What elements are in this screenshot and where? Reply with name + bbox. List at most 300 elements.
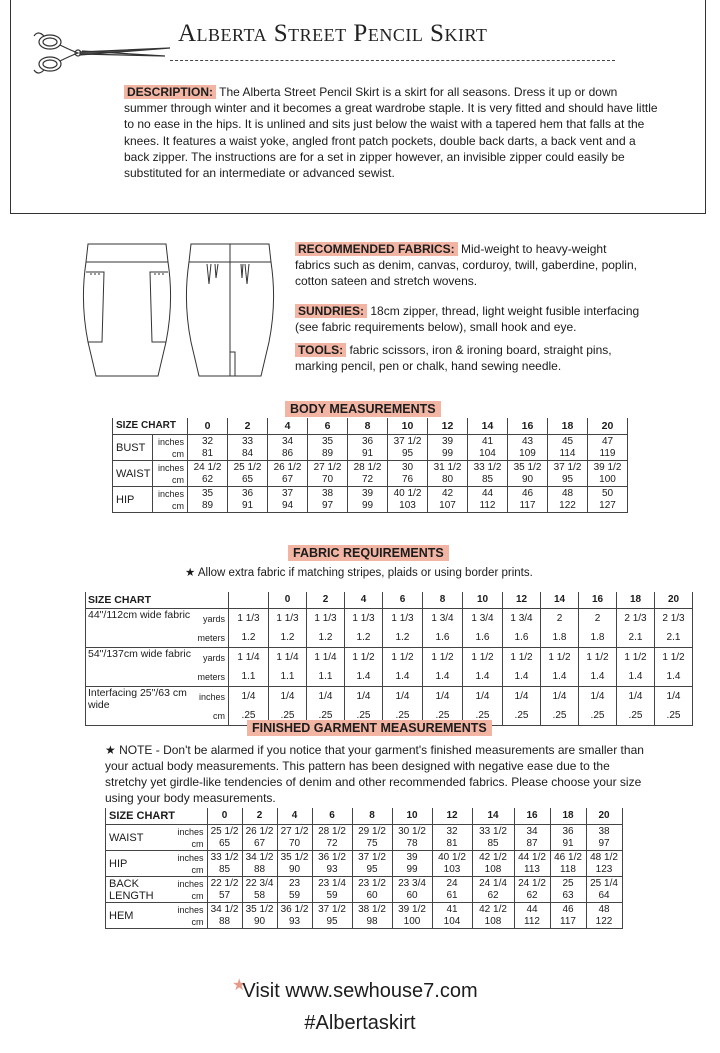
- value-bottom: 108: [484, 915, 502, 927]
- description-label: DESCRIPTION:: [124, 85, 216, 99]
- size-header: 8: [352, 808, 392, 825]
- value-top: 30: [401, 461, 414, 473]
- finished-measurements-table: [105, 808, 623, 929]
- size-header: 12: [428, 418, 468, 435]
- value-top: 38: [598, 825, 610, 837]
- unit-label: [178, 877, 208, 903]
- value-top: 29 1/2: [358, 825, 386, 837]
- value-top: 24: [446, 877, 458, 889]
- size-header: 14: [541, 592, 579, 609]
- sundries: [295, 303, 640, 335]
- measure-cell: [277, 825, 312, 851]
- size-header: 16: [579, 592, 617, 609]
- measure-cell: [308, 435, 348, 461]
- measure-cell: [277, 903, 312, 929]
- value-bottom: 94: [281, 499, 294, 511]
- value-cell: 1.4: [655, 667, 693, 687]
- measure-cell: [472, 825, 514, 851]
- measure-cell: [188, 461, 228, 487]
- value-bottom: 62: [526, 889, 538, 901]
- value-cell: 1 1/3: [383, 609, 423, 629]
- value-top: 23 1/2: [358, 877, 386, 889]
- value-bottom: 104: [479, 447, 496, 459]
- value-bottom: 76: [401, 473, 414, 485]
- size-header: 8: [423, 592, 463, 609]
- value-bottom: cm: [191, 890, 204, 901]
- value-bottom: 90: [521, 473, 534, 485]
- value-top: 33: [241, 435, 254, 447]
- value-bottom: 65: [218, 837, 231, 849]
- value-top: 33 1/2: [473, 461, 502, 473]
- value-bottom: 112: [524, 915, 540, 927]
- value-bottom: 62: [201, 473, 214, 485]
- measure-cell: [188, 435, 228, 461]
- value-cell: 1.1: [307, 667, 345, 687]
- value-cell: .25: [655, 706, 693, 726]
- value-top: 36 1/2: [318, 851, 346, 863]
- measure-cell: [352, 825, 392, 851]
- value-cell: 1.8: [579, 628, 617, 648]
- value-top: 27 1/2: [280, 825, 309, 837]
- size-header: 8: [348, 418, 388, 435]
- value-top: 36: [562, 825, 574, 837]
- value-top: 23: [288, 877, 301, 889]
- table-row: [86, 648, 693, 668]
- value-top: 39: [441, 435, 454, 447]
- measure-cell: [548, 461, 588, 487]
- measure-cell: [352, 877, 392, 903]
- value-bottom: 91: [562, 837, 574, 849]
- value-top: 39: [361, 487, 374, 499]
- measure-cell: [277, 851, 312, 877]
- row-label: BACK LENGTH: [106, 877, 178, 903]
- row-label: HIP: [106, 851, 178, 877]
- unit-label: [153, 487, 188, 513]
- measure-cell: [228, 487, 268, 513]
- size-header: 18: [550, 808, 586, 825]
- measure-cell: [432, 851, 472, 877]
- value-cell: 1.8: [541, 628, 579, 648]
- value-bottom: 127: [599, 499, 616, 511]
- value-cell: 1.1: [269, 667, 307, 687]
- measure-cell: [432, 903, 472, 929]
- size-header: 16: [508, 418, 548, 435]
- value-top: inches: [157, 436, 184, 447]
- value-bottom: 60: [406, 889, 418, 901]
- description-text: The Alberta Street Pencil Skirt is a skirt for all seasons. Dress it up or down summer through winter and it becomes a great wardrobe staple. It is very fitted and should have little to no ease in the hips. It is unlined and sits just below the waist with a tapered hem that falls at the knees. It features a waist yoke, angled front patch pockets, double back darts, a back vent and a back zipper. The instructions are for a set in zipper however, an invisible zipper could easily be substituted for an intermediate or advanced sewist.: [124, 85, 658, 181]
- size-header: 14: [472, 808, 514, 825]
- value-top: 34: [526, 825, 538, 837]
- value-cell: 1 3/4: [423, 609, 463, 629]
- finished-note: [105, 742, 650, 806]
- measure-cell: [508, 487, 548, 513]
- value-top: inches: [157, 462, 184, 473]
- value-top: 28 1/2: [353, 461, 382, 473]
- table-row: [106, 877, 623, 903]
- value-cell: 1.1: [229, 667, 269, 687]
- value-cell: 1 1/4: [307, 648, 345, 668]
- measure-cell: [586, 903, 622, 929]
- fabric-requirements-table: [85, 592, 693, 726]
- measure-cell: [388, 435, 428, 461]
- value-top: inches: [177, 904, 204, 915]
- value-top: 45: [561, 435, 574, 447]
- value-bottom: 64: [598, 889, 610, 901]
- value-bottom: 89: [321, 447, 334, 459]
- value-bottom: 67: [281, 473, 294, 485]
- size-header: 0: [207, 808, 242, 825]
- finished-measurements-heading: FINISHED GARMENT MEASUREMENTS: [247, 720, 492, 736]
- value-top: 35: [201, 487, 214, 499]
- value-cell: 1 1/2: [383, 648, 423, 668]
- value-bottom: 86: [281, 447, 294, 459]
- table-row: [86, 687, 693, 707]
- value-bottom: 61: [446, 889, 458, 901]
- body-measurements-table: [112, 418, 628, 513]
- value-bottom: 93: [288, 915, 301, 927]
- unit-label: meters: [196, 628, 229, 648]
- value-bottom: 70: [321, 473, 334, 485]
- value-cell: 1 1/2: [463, 648, 503, 668]
- value-top: 22 1/2: [210, 877, 239, 889]
- size-header: 6: [308, 418, 348, 435]
- value-top: 36: [361, 435, 374, 447]
- measure-cell: [472, 877, 514, 903]
- measure-cell: [514, 903, 550, 929]
- tools: [295, 342, 640, 374]
- star-icon: ★: [232, 977, 247, 994]
- value-cell: 1 1/4: [229, 648, 269, 668]
- size-header: 20: [655, 592, 693, 609]
- value-bottom: 122: [595, 915, 613, 927]
- value-cell: 1.4: [503, 667, 541, 687]
- fabric-note: [185, 565, 533, 579]
- value-top: 24 1/4: [479, 877, 507, 889]
- value-bottom: 89: [201, 499, 214, 511]
- value-top: 37 1/2: [553, 461, 582, 473]
- value-top: 25 1/4: [590, 877, 618, 889]
- measure-cell: [586, 825, 622, 851]
- measure-cell: [348, 487, 388, 513]
- value-bottom: 112: [479, 499, 496, 511]
- value-bottom: 78: [406, 837, 418, 849]
- value-cell: .25: [617, 706, 655, 726]
- value-cell: 1 1/3: [229, 609, 269, 629]
- measure-cell: [550, 851, 586, 877]
- value-cell: 1/4: [229, 687, 269, 707]
- unit-label: [178, 903, 208, 929]
- row-label: 44"/112cm wide fabric: [86, 609, 196, 648]
- value-bottom: 91: [361, 447, 374, 459]
- value-bottom: 88: [253, 863, 266, 875]
- measure-cell: [228, 435, 268, 461]
- value-cell: 2.1: [617, 628, 655, 648]
- fabrics-text: Mid-weight to heavy-weight fabrics such as denim, canvas, corduroy, twill, gaberdine, poplin, cotton sateen and stretch wovens.: [295, 242, 637, 288]
- value-bottom: 57: [218, 889, 231, 901]
- measure-cell: [207, 851, 242, 877]
- value-bottom: 63: [562, 889, 574, 901]
- value-bottom: 95: [401, 447, 414, 459]
- size-header: 14: [468, 418, 508, 435]
- value-top: 35 1/2: [245, 903, 274, 915]
- size-chart-label: SIZE CHART: [113, 418, 188, 435]
- value-cell: 1 1/3: [307, 609, 345, 629]
- size-header: 10: [463, 592, 503, 609]
- value-bottom: 85: [218, 863, 231, 875]
- measure-cell: [228, 461, 268, 487]
- size-header: 18: [617, 592, 655, 609]
- value-bottom: 58: [253, 889, 266, 901]
- value-bottom: 114: [559, 447, 576, 459]
- value-bottom: 70: [288, 837, 301, 849]
- value-cell: 1 1/2: [617, 648, 655, 668]
- measure-cell: [468, 487, 508, 513]
- value-top: 34: [281, 435, 294, 447]
- value-bottom: 99: [441, 447, 454, 459]
- value-bottom: 95: [561, 473, 574, 485]
- measure-cell: [268, 487, 308, 513]
- measure-cell: [550, 825, 586, 851]
- size-header: 6: [383, 592, 423, 609]
- value-cell: .25: [269, 706, 307, 726]
- unit-label: [178, 851, 208, 877]
- fabric-requirements-heading: FABRIC REQUIREMENTS: [288, 545, 449, 561]
- value-bottom: cm: [191, 838, 204, 849]
- value-top: 25 1/2: [210, 825, 239, 837]
- measure-cell: [348, 461, 388, 487]
- measure-cell: [352, 851, 392, 877]
- value-bottom: 67: [253, 837, 266, 849]
- unit-label: [178, 825, 208, 851]
- value-top: 36 1/2: [280, 903, 309, 915]
- value-bottom: 117: [560, 915, 576, 927]
- measure-cell: [242, 903, 277, 929]
- page-title: Alberta Street Pencil Skirt: [178, 20, 488, 47]
- fabrics-label: RECOMMENDED FABRICS:: [295, 242, 458, 256]
- value-bottom: 104: [443, 915, 461, 927]
- value-top: 35: [321, 435, 334, 447]
- value-cell: 1 1/2: [345, 648, 383, 668]
- value-top: inches: [177, 878, 204, 889]
- measure-cell: [550, 877, 586, 903]
- value-bottom: 97: [598, 837, 610, 849]
- measure-cell: [207, 825, 242, 851]
- size-header: 4: [268, 418, 308, 435]
- unit-label: cm: [196, 706, 229, 726]
- finished-note-text: NOTE - Don't be alarmed if you notice that your garment's finished measurements are smaller than your actual body measurements. This pattern has been designed with negative ease due to the stretchy yet girdle-like tendencies of denim and other recommended fabrics. Please choose your size using your body measurements.: [105, 743, 644, 805]
- value-bottom: 103: [443, 863, 461, 875]
- value-cell: 1/4: [307, 687, 345, 707]
- measure-cell: [586, 851, 622, 877]
- value-cell: .25: [541, 706, 579, 726]
- value-cell: 2.1: [655, 628, 693, 648]
- row-label: HIP: [113, 487, 153, 513]
- size-header: 2: [228, 418, 268, 435]
- size-header: 20: [588, 418, 628, 435]
- measure-cell: [268, 461, 308, 487]
- value-cell: 1.2: [307, 628, 345, 648]
- table-row: [106, 903, 623, 929]
- measure-cell: [312, 903, 352, 929]
- value-cell: 1.4: [617, 667, 655, 687]
- value-cell: 1.4: [345, 667, 383, 687]
- measure-cell: [548, 487, 588, 513]
- value-cell: 1 1/2: [503, 648, 541, 668]
- value-top: 37 1/2: [393, 435, 422, 447]
- value-top: 22 3/4: [245, 877, 274, 889]
- measure-cell: [472, 903, 514, 929]
- measure-cell: [352, 903, 392, 929]
- value-top: 36: [241, 487, 254, 499]
- size-header: 0: [269, 592, 307, 609]
- measure-cell: [468, 435, 508, 461]
- value-top: 23 3/4: [398, 877, 426, 889]
- table-row: [113, 487, 628, 513]
- value-top: 28 1/2: [318, 825, 346, 837]
- size-header: 16: [514, 808, 550, 825]
- value-top: inches: [177, 826, 204, 837]
- value-cell: .25: [579, 706, 617, 726]
- unit-label: yards: [196, 648, 229, 668]
- value-cell: 1 1/2: [655, 648, 693, 668]
- value-top: 27 1/2: [313, 461, 342, 473]
- value-cell: 1.4: [463, 667, 503, 687]
- value-top: inches: [177, 852, 204, 863]
- value-top: 39 1/2: [593, 461, 622, 473]
- value-bottom: 72: [326, 837, 338, 849]
- table-row: [113, 435, 628, 461]
- value-bottom: 98: [366, 915, 378, 927]
- value-top: 46 1/2: [554, 851, 582, 863]
- value-top: 37 1/2: [318, 903, 346, 915]
- hashtag: #Albertaskirt: [304, 1012, 416, 1034]
- tools-label: TOOLS:: [295, 343, 346, 357]
- value-bottom: 60: [366, 889, 378, 901]
- measure-cell: [348, 435, 388, 461]
- value-top: 43: [521, 435, 534, 447]
- value-bottom: 90: [288, 863, 301, 875]
- value-cell: 1/4: [463, 687, 503, 707]
- value-cell: 1 1/3: [269, 609, 307, 629]
- value-top: 47: [601, 435, 614, 447]
- value-top: 25 1/2: [233, 461, 262, 473]
- unit-label: yards: [196, 609, 229, 629]
- unit-label: [153, 435, 188, 461]
- value-bottom: 97: [321, 499, 334, 511]
- value-bottom: 103: [399, 499, 416, 511]
- value-cell: 1 1/2: [579, 648, 617, 668]
- measure-cell: [242, 825, 277, 851]
- value-cell: .25: [229, 706, 269, 726]
- measure-cell: [268, 435, 308, 461]
- sundries-label: SUNDRIES:: [295, 304, 367, 318]
- value-bottom: 88: [218, 915, 231, 927]
- value-top: 32: [201, 435, 214, 447]
- value-top: 44: [526, 903, 538, 915]
- value-cell: 2: [541, 609, 579, 629]
- row-label: BUST: [113, 435, 153, 461]
- value-bottom: cm: [191, 864, 204, 875]
- value-cell: 1/4: [541, 687, 579, 707]
- star-bullet-icon: ★: [105, 743, 120, 757]
- value-top: 41: [481, 435, 494, 447]
- value-bottom: cm: [172, 474, 184, 485]
- value-cell: 1.4: [423, 667, 463, 687]
- value-cell: 1 1/4: [269, 648, 307, 668]
- value-top: 35 1/2: [280, 851, 309, 863]
- value-bottom: 75: [366, 837, 378, 849]
- value-bottom: 59: [326, 889, 338, 901]
- value-bottom: 118: [560, 863, 576, 875]
- value-bottom: 65: [241, 473, 254, 485]
- value-cell: .25: [423, 706, 463, 726]
- description: [124, 84, 659, 181]
- value-bottom: 117: [519, 499, 536, 511]
- value-bottom: 119: [599, 447, 616, 459]
- measure-cell: [242, 877, 277, 903]
- measure-cell: [388, 487, 428, 513]
- value-top: 25: [562, 877, 574, 889]
- size-header-blank: [229, 592, 269, 609]
- value-top: 33 1/2: [210, 851, 239, 863]
- measure-cell: [392, 851, 432, 877]
- size-chart-label: SIZE CHART: [106, 808, 208, 825]
- value-top: 46: [521, 487, 534, 499]
- measure-cell: [392, 903, 432, 929]
- size-header: 10: [392, 808, 432, 825]
- value-bottom: 109: [519, 447, 536, 459]
- measure-cell: [514, 877, 550, 903]
- value-bottom: 99: [361, 499, 374, 511]
- value-cell: 1/4: [617, 687, 655, 707]
- value-bottom: 85: [487, 837, 499, 849]
- value-top: 44 1/2: [518, 851, 546, 863]
- measure-cell: [514, 851, 550, 877]
- website-link[interactable]: Visit www.sewhouse7.com: [242, 980, 478, 1002]
- value-cell: 1.6: [463, 628, 503, 648]
- measure-cell: [308, 487, 348, 513]
- measure-cell: [277, 877, 312, 903]
- scissors-icon: [30, 28, 180, 78]
- measure-cell: [508, 461, 548, 487]
- measure-cell: [588, 487, 628, 513]
- measure-cell: [207, 903, 242, 929]
- unit-label: inches: [196, 687, 229, 707]
- table-row: [106, 851, 623, 877]
- value-cell: 1.6: [423, 628, 463, 648]
- value-cell: .25: [503, 706, 541, 726]
- value-cell: .25: [307, 706, 345, 726]
- value-cell: 1/4: [579, 687, 617, 707]
- value-bottom: 62: [487, 889, 499, 901]
- value-cell: 1/4: [655, 687, 693, 707]
- value-cell: 1.2: [383, 628, 423, 648]
- value-top: 34 1/2: [245, 851, 274, 863]
- value-cell: 1.4: [541, 667, 579, 687]
- size-header: 18: [548, 418, 588, 435]
- measure-cell: [432, 877, 472, 903]
- value-cell: 1.4: [383, 667, 423, 687]
- value-cell: 1.2: [269, 628, 307, 648]
- value-bottom: 95: [366, 863, 378, 875]
- value-top: 39: [406, 851, 418, 863]
- value-top: inches: [157, 488, 184, 499]
- value-bottom: cm: [172, 448, 184, 459]
- fabric-note-text: Allow extra fabric if matching stripes, plaids or using border prints.: [197, 567, 533, 579]
- value-bottom: 91: [241, 499, 254, 511]
- measure-cell: [312, 851, 352, 877]
- value-top: 35 1/2: [513, 461, 542, 473]
